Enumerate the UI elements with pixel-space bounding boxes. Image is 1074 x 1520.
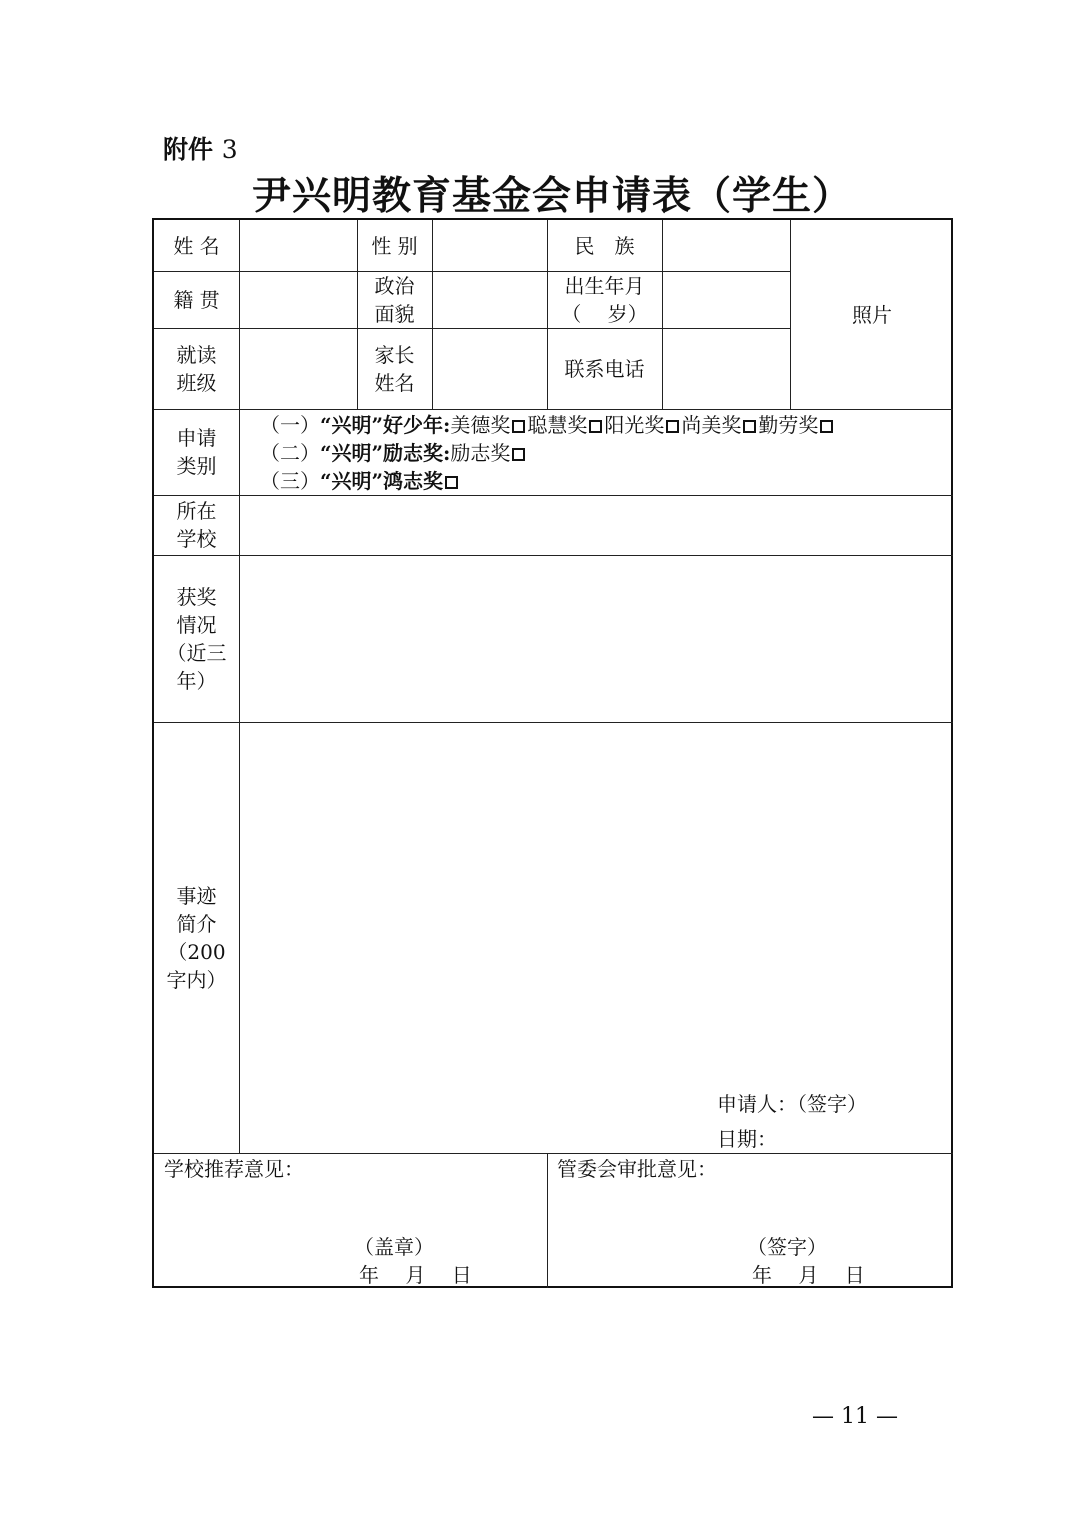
gender-label: 性 别 [371,233,418,258]
parent-name-label: 家长 姓名 [374,342,415,395]
awards-label: 获奖 情况 （近三 年） [166,584,227,693]
birth-date-label: 出生年月 （ 岁） [561,273,648,326]
conghui-checkbox[interactable] [589,420,602,433]
category-options [260,411,835,495]
phone-field[interactable] [663,328,790,409]
gender-field[interactable] [433,220,547,271]
native-place-label: 籍 贯 [173,287,220,312]
shangmei-checkbox[interactable] [743,420,756,433]
phone-label: 联系电话 [564,356,645,381]
opt-shangmei-label: 尚美奖 [681,413,742,437]
opt-lizhi-label: 励志奖 [450,441,511,465]
form-title: 尹兴明教育基金会申请表（学生） [251,173,852,219]
school-field[interactable] [240,495,953,555]
parent-name-field[interactable] [433,328,547,409]
attachment-label: 附件 3 [163,135,238,164]
meide-checkbox[interactable] [512,420,525,433]
name-label: 姓 名 [173,233,220,258]
opt-conghui-label: 聪慧奖 [527,413,588,437]
name-field[interactable] [240,220,357,271]
ethnicity-label: 民 族 [574,233,635,258]
native-place-field[interactable] [240,271,357,328]
deeds-label: 事迹 简介 （200 字内） [166,883,227,992]
lizhi-checkbox[interactable] [512,448,525,461]
class-label: 就读 班级 [176,342,217,395]
hongzhi-checkbox[interactable] [445,476,458,489]
page-number: — 11 — [812,1404,898,1429]
qinlao-checkbox[interactable] [820,420,833,433]
deeds-field[interactable] [240,722,953,1153]
photo-box[interactable] [791,220,953,409]
category-line-2: （二）“兴明”励志奖:励志奖 [260,439,835,467]
attachment-number: 3 [221,135,238,164]
opt-qinlao-label: 勤劳奖 [758,413,819,437]
political-status-field[interactable] [433,271,547,328]
school-stamp: （盖章） [354,1235,434,1259]
category-label: 申请 类别 [176,426,217,478]
school-opinion-label: 学校推荐意见： [164,1157,304,1181]
opt-meide-label: 美德奖 [450,413,511,437]
category-line-3: （三）“兴明”鸿志奖 [260,467,835,495]
class-field[interactable] [240,328,357,409]
applicant-signature: 申请人：（签字） [717,1092,867,1116]
yangguang-checkbox[interactable] [666,420,679,433]
school-date: 年 月 日 [359,1263,472,1287]
political-status-label: 政治 面貌 [374,273,415,326]
committee-date: 年 月 日 [752,1263,865,1287]
applicant-date: 日期： [717,1127,777,1151]
birth-date-field[interactable] [663,271,790,328]
photo-label: 照片 [852,302,892,327]
school-label: 所在 学校 [176,499,217,551]
opt-yangguang-label: 阳光奖 [604,413,665,437]
ethnicity-field[interactable] [663,220,790,271]
category-line-1: （一）“兴明”好少年:美德奖 聪慧奖 阳光奖 尚美奖 勤劳奖 [260,411,835,439]
application-form [152,218,953,1288]
committee-sign: （签字） [747,1235,827,1259]
committee-opinion-label: 管委会审批意见： [557,1157,717,1181]
awards-field[interactable] [240,555,953,722]
